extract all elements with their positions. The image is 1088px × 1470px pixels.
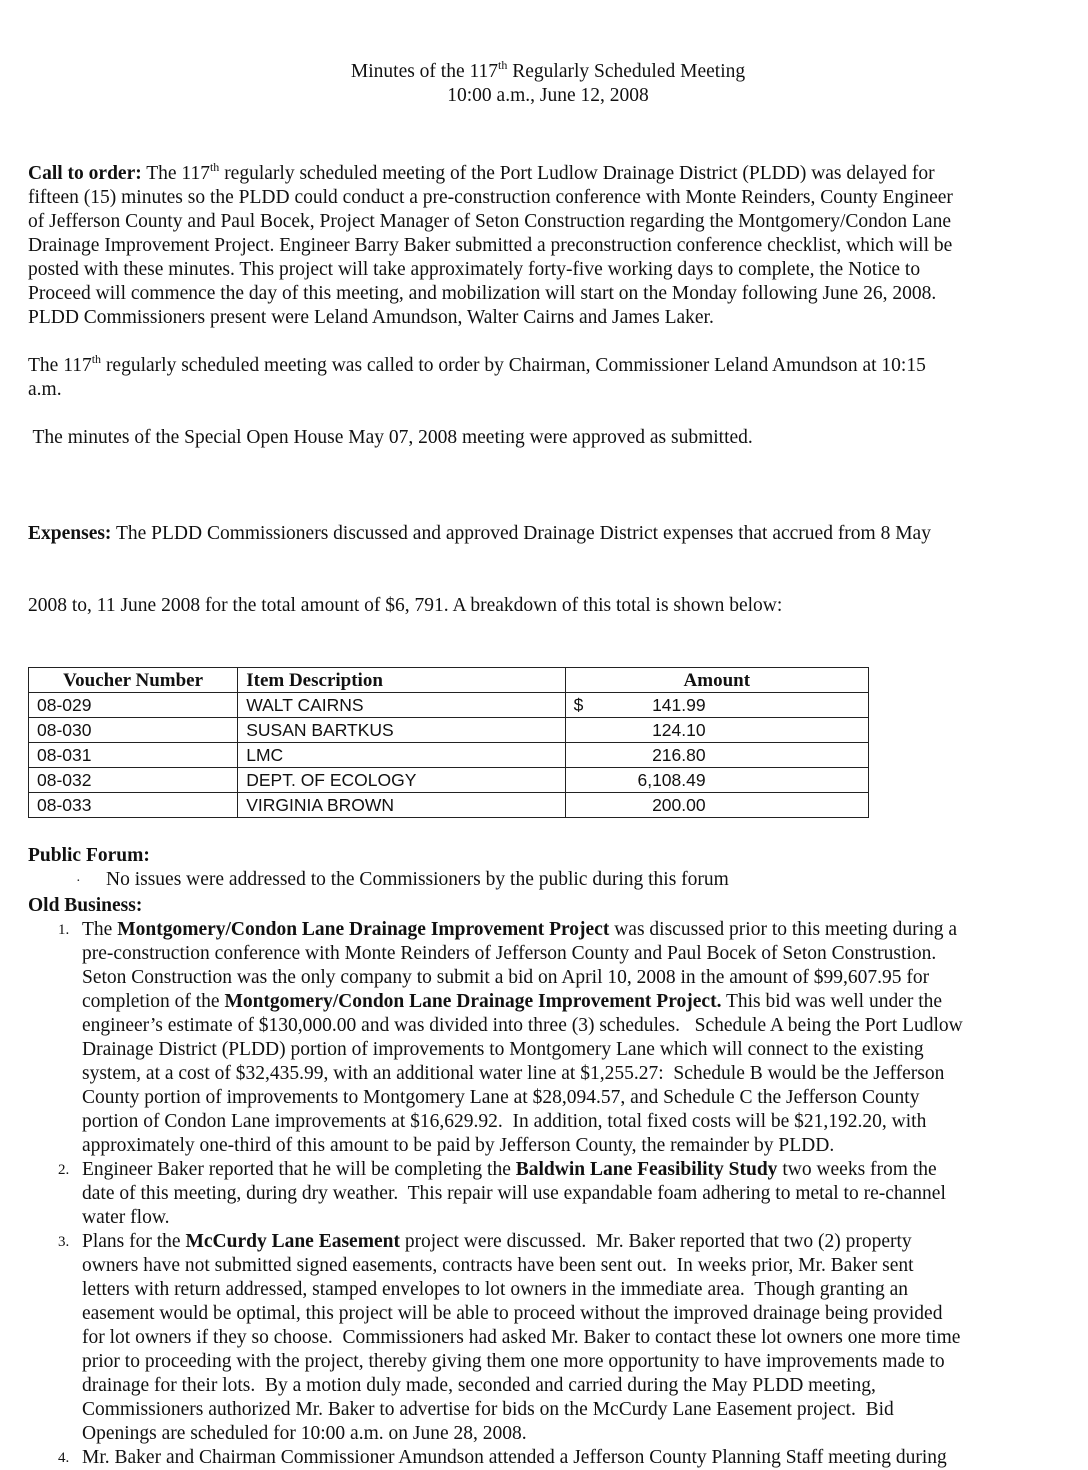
line-text: date of this meeting, during dry weather. This repair will use expandable foam adhering to metal to re-channel bbox=[82, 1183, 946, 1204]
expenses-line: 2008 to, 11 June 2008 for the total amount of $6, 791. A breakdown of this total is shown below: bbox=[28, 595, 783, 616]
line-text: regularly scheduled meeting of the Port Ludlow Drainage District (PLDD) was delayed for bbox=[219, 163, 935, 184]
ordinal-suffix: th bbox=[91, 351, 102, 366]
item-description-cell: DEPT. OF ECOLOGY bbox=[238, 768, 565, 793]
line-text: The 117 bbox=[141, 163, 210, 184]
line-text: Openings are scheduled for 10:00 a.m. on June 28, 2008. bbox=[82, 1423, 527, 1444]
list-item-line bbox=[82, 1182, 1068, 1206]
project-name-bold: Montgomery/Condon Lane Drainage Improvement Project bbox=[117, 919, 610, 940]
list-item-line bbox=[82, 1110, 1068, 1134]
old-business-heading: Old Business: bbox=[28, 895, 143, 916]
title-text-post: Regularly Scheduled Meeting bbox=[507, 61, 746, 82]
list-item bbox=[28, 1158, 1068, 1230]
list-item-line bbox=[82, 1254, 1068, 1278]
list-item-number: 4. bbox=[58, 1450, 70, 1466]
line-text: approximately one-third of this amount to be paid by Jefferson County, the remainder by PLDD. bbox=[82, 1135, 835, 1156]
line-text: letters with return addressed, stamped envelopes to lot owners in the immediate area. Though granting an bbox=[82, 1279, 908, 1300]
line-text: engineer’s estimate of $130,000.00 and was divided into three (3) schedules. Schedule A being the Port Ludlow bbox=[82, 1015, 963, 1036]
list-item-line bbox=[82, 942, 1068, 966]
list-item-line bbox=[82, 1086, 1068, 1110]
line-text: Mr. Baker and Chairman Commissioner Amundson attended a Jefferson County Planning Staff meeting during bbox=[82, 1447, 947, 1468]
list-item-line bbox=[82, 1134, 1068, 1158]
line-text: two weeks from the bbox=[777, 1159, 937, 1180]
call-to-order-heading: Call to order: bbox=[28, 163, 142, 184]
list-item bbox=[28, 918, 1068, 1158]
voucher-number-cell: 08-032 bbox=[29, 768, 238, 793]
list-item-line bbox=[82, 1230, 1068, 1254]
line-text: The 117 bbox=[28, 355, 92, 376]
amount-cell bbox=[565, 793, 868, 818]
line-text: was discussed prior to this meeting during a bbox=[609, 919, 958, 940]
line-text: completion of the bbox=[82, 991, 225, 1012]
call-to-order-line: of Jefferson County and Paul Bocek, Project Manager of Seton Construction regarding the Montgomery/Condon Lane bbox=[28, 211, 951, 232]
called-to-order-paragraph bbox=[28, 351, 1068, 402]
minutes-approved-paragraph: The minutes of the Special Open House May 07, 2008 meeting were approved as submitted. bbox=[28, 427, 753, 448]
list-item-line bbox=[82, 918, 1068, 942]
list-item-line bbox=[82, 1302, 1068, 1326]
line-text: water flow. bbox=[82, 1207, 170, 1228]
line-text: The bbox=[82, 919, 118, 940]
item-description-cell: SUSAN BARTKUS bbox=[238, 718, 565, 743]
amount-cell bbox=[565, 718, 868, 743]
list-item-line bbox=[82, 1014, 1068, 1038]
voucher-number-cell: 08-029 bbox=[29, 693, 238, 718]
list-item-line bbox=[82, 1206, 1068, 1230]
title-text-pre: Minutes of the 117 bbox=[350, 61, 499, 82]
call-to-order-line: PLDD Commissioners present were Leland Amundson, Walter Cairns and James Laker. bbox=[28, 307, 714, 328]
line-text: for lot owners if they so choose. Commissioners had asked Mr. Baker to contact these lot owners one more time bbox=[82, 1327, 961, 1348]
project-name-bold: Montgomery/Condon Lane Drainage Improvement Project. bbox=[224, 991, 722, 1012]
amount-value: 216.80 bbox=[652, 744, 706, 765]
call-to-order-line bbox=[28, 159, 1068, 186]
item-description-cell: VIRGINIA BROWN bbox=[238, 793, 565, 818]
item-description-cell: WALT CAIRNS bbox=[238, 693, 565, 718]
amount-value: 124.10 bbox=[652, 719, 706, 740]
list-item-line bbox=[82, 1422, 1068, 1446]
call-to-order-line: posted with these minutes. This project will take approximately forty-five working days to complete, the Notice to bbox=[28, 259, 921, 280]
line-text: pre-construction conference with Monte Reinders of Jefferson County and Paul Bocek of Seton Construstion. bbox=[82, 943, 937, 964]
amount-cell bbox=[565, 743, 868, 768]
project-name-bold: McCurdy Lane Easement bbox=[185, 1231, 400, 1252]
line-text: Plans for the bbox=[82, 1231, 186, 1252]
table-row bbox=[29, 768, 869, 793]
document-subtitle: 10:00 a.m., June 12, 2008 bbox=[447, 85, 649, 106]
line-text: portion of Condon Lane improvements at $16,629.92. In addition, total fixed costs will be $21,192.20, with bbox=[82, 1111, 927, 1132]
line-text: This bid was well under the bbox=[721, 991, 943, 1012]
line-text: Engineer Baker reported that he will be completing the bbox=[82, 1159, 516, 1180]
expenses-heading: Expenses: bbox=[28, 523, 112, 544]
title-ordinal-suffix: th bbox=[498, 57, 508, 72]
call-to-order-line: Drainage Improvement Project. Engineer Barry Baker submitted a preconstruction conference checklist, which will be bbox=[28, 235, 953, 256]
voucher-number-cell: 08-033 bbox=[29, 793, 238, 818]
currency-symbol: $ bbox=[573, 694, 584, 715]
list-item-line bbox=[82, 990, 1068, 1014]
list-item-line bbox=[82, 1038, 1068, 1062]
ordinal-suffix: th bbox=[209, 159, 220, 174]
list-item-number: 1. bbox=[58, 922, 70, 938]
line-text: prior to proceeding with the project, thereby giving them one more opportunity to have improvements made to bbox=[82, 1351, 945, 1372]
amount-value: 200.00 bbox=[652, 794, 706, 815]
line-text: Seton Construction was the only company to submit a bid on April 10, 2008 in the amount of $99,607.95 for bbox=[82, 967, 930, 988]
called-to-order-line bbox=[28, 351, 1068, 378]
old-business-heading-line bbox=[28, 894, 1068, 918]
call-to-order-section bbox=[28, 159, 1068, 330]
list-item bbox=[28, 1230, 1068, 1446]
voucher-number-cell: 08-031 bbox=[29, 743, 238, 768]
list-item-line bbox=[82, 1374, 1068, 1398]
amount-cell bbox=[565, 693, 868, 718]
list-item-line bbox=[82, 1062, 1068, 1086]
list-item-line bbox=[82, 1158, 1068, 1182]
document-page bbox=[28, 57, 1068, 1470]
table-row bbox=[29, 718, 869, 743]
line-text: drainage for their lots. By a motion duly made, seconded and carried during the May PLDD meeting, bbox=[82, 1375, 876, 1396]
line-text: regularly scheduled meeting was called to order by Chairman, Commissioner Leland Amundson at 10:15 bbox=[101, 355, 926, 376]
amount-cell bbox=[565, 768, 868, 793]
amount-value: 6,108.49 bbox=[637, 769, 706, 790]
expenses-line bbox=[28, 522, 1068, 546]
table-row bbox=[29, 693, 869, 718]
list-item-number: 2. bbox=[58, 1162, 70, 1178]
document-title bbox=[28, 57, 1068, 84]
bullet-icon: · bbox=[76, 874, 81, 889]
expenses-section bbox=[28, 474, 1068, 666]
list-item-line bbox=[82, 966, 1068, 990]
list-item-number: 3. bbox=[58, 1234, 70, 1250]
list-item bbox=[28, 868, 1068, 894]
line-text: project were discussed. Mr. Baker reported that two (2) property bbox=[399, 1231, 912, 1252]
line-text: The PLDD Commissioners discussed and approved Drainage District expenses that accrued from 8 May bbox=[111, 523, 931, 544]
table-header-row bbox=[29, 668, 869, 693]
list-item-line bbox=[82, 1350, 1068, 1374]
list-item-line bbox=[82, 1446, 1068, 1470]
item-description-cell: LMC bbox=[238, 743, 565, 768]
list-item-line bbox=[82, 1278, 1068, 1302]
table-row bbox=[29, 743, 869, 768]
column-header-amount: Amount bbox=[565, 668, 868, 693]
line-text: County portion of improvements to Montgomery Lane at $28,094.57, and Schedule C the Jefferson County bbox=[82, 1087, 920, 1108]
list-item-line bbox=[82, 1326, 1068, 1350]
list-item-text: No issues were addressed to the Commissioners by the public during this forum bbox=[106, 869, 729, 890]
call-to-order-line: Proceed will commence the day of this meeting, and mobilization will start on the Monday following June 26, 2008. bbox=[28, 283, 937, 304]
old-business-list bbox=[28, 918, 1068, 1470]
public-forum-heading: Public Forum: bbox=[28, 845, 150, 866]
line-text: easement would be optimal, this project will be able to proceed without the improved drainage being provided bbox=[82, 1303, 943, 1324]
column-header-item: Item Description bbox=[238, 668, 565, 693]
list-item-line bbox=[82, 1398, 1068, 1422]
line-text: Drainage District (PLDD) portion of improvements to Montgomery Lane which will connect to the existing bbox=[82, 1039, 924, 1060]
amount-value: 141.99 bbox=[652, 694, 706, 715]
line-text: system, at a cost of $32,435.99, with an additional water line at $1,255.27: Schedule B would be the Jefferson bbox=[82, 1063, 945, 1084]
old-business-section bbox=[28, 894, 1068, 1470]
expenses-table bbox=[28, 667, 869, 818]
public-forum-section bbox=[28, 844, 1068, 894]
column-header-voucher: Voucher Number bbox=[29, 668, 238, 693]
called-to-order-line: a.m. bbox=[28, 379, 62, 400]
public-forum-heading-line bbox=[28, 844, 1068, 868]
call-to-order-line: fifteen (15) minutes so the PLDD could conduct a pre-construction conference with Monte Reinders, County Engineer bbox=[28, 187, 953, 208]
line-text: Commissioners authorized Mr. Baker to advertise for bids on the McCurdy Lane Easement project. Bid bbox=[82, 1399, 894, 1420]
list-item bbox=[28, 1446, 1068, 1470]
table-row bbox=[29, 793, 869, 818]
voucher-number-cell: 08-030 bbox=[29, 718, 238, 743]
project-name-bold: Baldwin Lane Feasibility Study bbox=[515, 1159, 778, 1180]
line-text: owners have not submitted signed easements, contracts have been sent out. In weeks prior, Mr. Baker sent bbox=[82, 1255, 914, 1276]
